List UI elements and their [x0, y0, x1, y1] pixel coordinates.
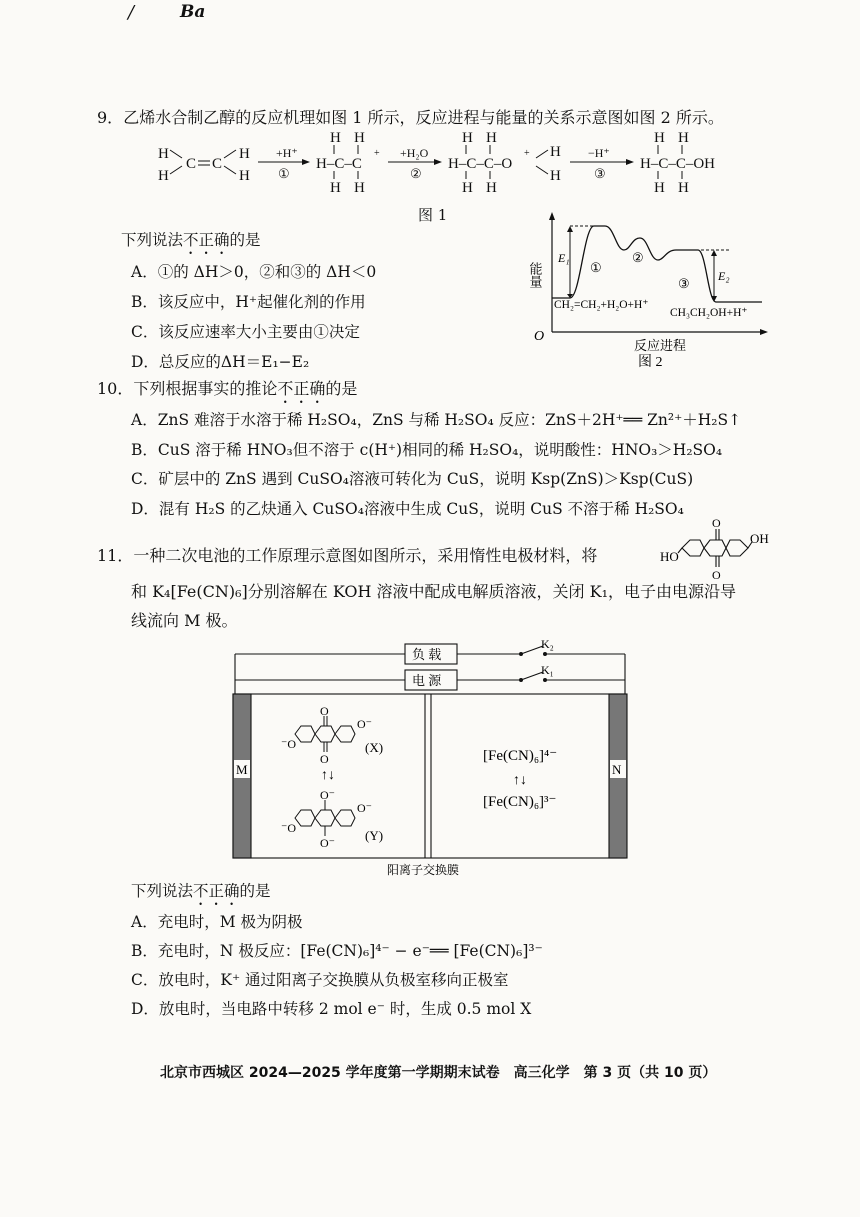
products-label: CH₃CH₂OH+H⁺ — [670, 307, 748, 319]
svg-text:C: C — [212, 156, 223, 172]
question-number: 11． — [97, 546, 134, 565]
svg-text:H–C–C: H–C–C — [316, 156, 362, 172]
step3-number: ③ — [594, 166, 606, 181]
battery-diagram — [225, 636, 645, 876]
fe-cn-4minus: [Fe(CN)₆]⁴⁻ — [483, 748, 558, 764]
svg-text:H: H — [678, 180, 689, 196]
step3-reagent: −H⁺ — [588, 146, 610, 160]
svg-text:↑↓: ↑↓ — [321, 768, 335, 783]
option-c: C．放电时，K⁺ 通过阳离子交换膜从负极室移向正极室 — [131, 971, 509, 989]
x-label: (X) — [365, 740, 384, 755]
step1-number: ① — [278, 166, 290, 181]
e1-label: E₁ — [558, 251, 570, 265]
lead-emphasis: 不正确 — [183, 231, 230, 249]
option-a: A．ZnS 难溶于水溶于稀 H₂SO₄，ZnS 与稀 H₂SO₄ 反应：ZnS＋2H⁺══ Zn²⁺＋H₂S↑ — [131, 411, 742, 429]
question-11-line3: 线流向 M 极。 — [131, 611, 238, 630]
stem-emphasis: 不正确 — [277, 379, 326, 398]
y-label: (Y) — [365, 828, 384, 843]
svg-text:H: H — [678, 130, 689, 146]
membrane-label: 阳离子交换膜 — [387, 863, 460, 877]
carbonyl-o: O — [712, 516, 721, 530]
svg-text:H: H — [486, 130, 497, 146]
step2-number: ② — [410, 166, 422, 181]
question-10 — [97, 378, 357, 407]
y-axis-label: 能量 — [527, 262, 543, 288]
scan-mark: / — [128, 2, 135, 23]
svg-text:H: H — [239, 146, 250, 162]
question-stem: 一种二次电池的工作原理示意图如图所示，采用惰性电极材料，将 — [133, 546, 598, 565]
svg-text:H: H — [158, 146, 169, 162]
svg-text:H: H — [354, 180, 365, 196]
svg-text:H: H — [654, 130, 665, 146]
svg-text:O: O — [320, 752, 329, 766]
source-label: 电 源 — [412, 673, 442, 688]
figure-1-mechanism — [150, 128, 770, 198]
option-d: D．放电时，当电路中转移 2 mol e⁻ 时，生成 0.5 mol X — [131, 1000, 532, 1018]
svg-text:C: C — [186, 156, 197, 172]
svg-text:↑↓: ↑↓ — [513, 773, 527, 788]
origin-label: O — [534, 329, 545, 344]
hydroxyl-label: HO — [660, 549, 679, 564]
option-c: C．该反应速率大小主要由①决定 — [131, 323, 360, 341]
question-stem: 下列根据事实的推论 — [133, 379, 278, 398]
figure-1-caption: 图 1 — [418, 206, 448, 224]
svg-text:⁻O: ⁻O — [281, 737, 296, 751]
option-b: B．该反应中，H⁺起催化剂的作用 — [131, 293, 366, 311]
svg-text:H: H — [239, 168, 250, 184]
svg-text:H: H — [550, 144, 561, 160]
k1-label: K₁ — [541, 663, 554, 677]
step1-label: ① — [590, 260, 602, 275]
svg-text:O⁻: O⁻ — [320, 836, 335, 850]
question-11 — [97, 545, 597, 567]
fe-cn-3minus: [Fe(CN)₆]³⁻ — [483, 794, 557, 810]
question-11-lead — [131, 879, 271, 909]
question-number: 9． — [97, 108, 124, 127]
lead-text: 的是 — [239, 882, 271, 900]
k2-label: K₂ — [541, 637, 554, 651]
svg-text:H–C–C–O: H–C–C–O — [448, 156, 513, 172]
question-number: 10． — [97, 379, 134, 398]
scan-mark: Ba — [180, 2, 206, 22]
lead-text: 下列说法 — [121, 231, 184, 249]
option-d: D．总反应的ΔH＝E₁−E₂ — [131, 353, 310, 371]
option-a: A．充电时，M 极为阴极 — [131, 913, 303, 931]
svg-text:H–C–C–OH: H–C–C–OH — [640, 156, 716, 172]
x-axis-label: 反应进程 — [634, 338, 687, 353]
svg-text:H: H — [330, 130, 341, 146]
lead-text: 下列说法 — [131, 882, 194, 900]
page-footer: 北京市西城区 2024—2025 学年度第一学期期末试卷 高三化学 第 3 页（共 10 页） — [160, 1065, 717, 1081]
carbonyl-o: O — [712, 568, 721, 582]
svg-text:H: H — [550, 168, 561, 184]
svg-text:+: + — [374, 148, 380, 159]
load-label: 负 载 — [412, 647, 442, 662]
svg-text:⁻O: ⁻O — [281, 821, 296, 835]
svg-text:O⁻: O⁻ — [357, 717, 372, 731]
svg-text:O⁻: O⁻ — [320, 788, 335, 802]
svg-text:H: H — [486, 180, 497, 196]
step3-label: ③ — [678, 276, 690, 291]
question-stem: 乙烯水合制乙醇的反应机理如图 1 所示，反应进程与能量的关系示意图如图 2 所示。 — [123, 108, 724, 127]
option-b: B．充电时，N 极反应：[Fe(CN)₆]⁴⁻ − e⁻══ [Fe(CN)₆]³⁻ — [131, 942, 543, 960]
option-a: A．①的 ΔH＞0，②和③的 ΔH＜0 — [131, 263, 377, 281]
step1-reagent: +H⁺ — [276, 146, 298, 160]
svg-text:H: H — [462, 130, 473, 146]
figure-2-caption: 图 2 — [638, 355, 663, 370]
step2-label: ② — [632, 250, 644, 265]
option-c: C．矿层中的 ZnS 遇到 CuSO₄溶液可转化为 CuS，说明 Ksp(ZnS)＞Ksp(CuS) — [131, 470, 694, 488]
question-stem: 的是 — [325, 379, 358, 398]
svg-text:O⁻: O⁻ — [357, 801, 372, 815]
option-d: D．混有 H₂S 的乙炔通入 CuSO₄溶液中生成 CuS，说明 CuS 不溶于稀 H₂SO₄ — [131, 500, 684, 518]
electrode-n: N — [612, 762, 622, 777]
svg-text:O: O — [320, 704, 329, 718]
figure-2-energy-diagram — [527, 210, 770, 370]
lead-text: 的是 — [229, 231, 261, 249]
anthraquinone-molecule — [660, 515, 770, 581]
question-9 — [97, 107, 724, 129]
electrode-m: M — [236, 762, 248, 777]
svg-text:H: H — [158, 168, 169, 184]
svg-text:H: H — [462, 180, 473, 196]
e2-label: E₂ — [718, 269, 730, 283]
option-b: B．CuS 溶于稀 HNO₃但不溶于 c(H⁺)相同的稀 H₂SO₄，说明酸性：HNO₃＞H₂SO₄ — [131, 441, 723, 459]
svg-text:H: H — [654, 180, 665, 196]
question-9-lead — [121, 228, 261, 258]
hydroxyl-label: OH — [750, 531, 769, 546]
svg-text:+: + — [524, 148, 530, 159]
svg-text:H: H — [330, 180, 341, 196]
svg-text:H: H — [354, 130, 365, 146]
reactants-label: CH₂=CH₂+H₂O+H⁺ — [554, 299, 649, 311]
step2-reagent: +H₂O — [400, 146, 429, 160]
question-11-line2: 和 K₄[Fe(CN)₆]分别溶解在 KOH 溶液中配成电解质溶液，关闭 K₁，电子由电源沿导 — [131, 582, 736, 601]
lead-emphasis: 不正确 — [193, 882, 240, 900]
